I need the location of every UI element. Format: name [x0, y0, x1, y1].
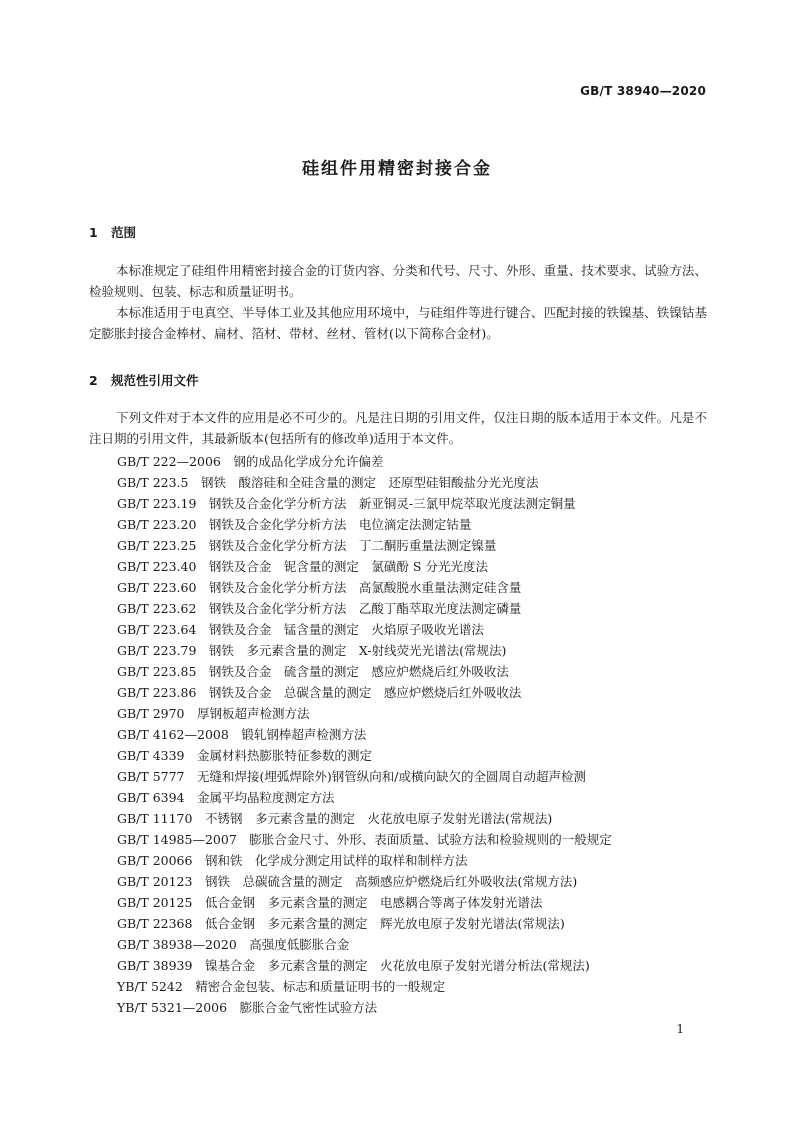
document-title: 硅组件用精密封接合金 — [302, 159, 492, 179]
reference-item: GB/T 22368 低合金钢 多元素含量的测定 辉光放电原子发射光谱法(常规法) — [117, 916, 565, 931]
reference-item: GB/T 223.25 钢铁及合金化学分析方法 丁二酮肟重量法测定镍量 — [117, 538, 497, 553]
section-title: 规范性引用文件 — [111, 373, 199, 388]
references-intro-paragraph: 下列文件对于本文件的应用是必不可少的。凡是注日期的引用文件，仅注日期的版本适用于本文件。凡是不注日期的引用文件，其最新版本(包括所有的修改单)适用于本文件。 — [89, 410, 707, 446]
reference-list — [117, 451, 612, 1018]
reference-item: GB/T 11170 不锈钢 多元素含量的测定 火花放电原子发射光谱法(常规法) — [117, 811, 553, 826]
reference-item: GB/T 4162—2008 锻轧钢棒超声检测方法 — [117, 727, 367, 742]
reference-item: GB/T 38938—2020 高强度低膨胀合金 — [117, 937, 350, 952]
reference-item: GB/T 223.19 钢铁及合金化学分析方法 新亚铜灵-三氯甲烷萃取光度法测定铜量 — [117, 496, 576, 511]
section-title: 范围 — [111, 225, 137, 240]
reference-item: GB/T 223.64 钢铁及合金 锰含量的测定 火焰原子吸收光谱法 — [117, 622, 484, 637]
reference-item: GB/T 4339 金属材料热膨胀特征参数的测定 — [117, 748, 373, 763]
section-heading-normative-references — [89, 371, 199, 389]
reference-item: GB/T 20125 低合金钢 多元素含量的测定 电感耦合等离子体发射光谱法 — [117, 895, 543, 910]
scope-paragraph-1: 本标准规定了硅组件用精密封接合金的订货内容、分类和代号、尺寸、外形、重量、技术要求、试验方法、检验规则、包装、标志和质量证明书。 — [89, 263, 707, 299]
reference-item: GB/T 222—2006 钢的成品化学成分允许偏差 — [117, 454, 384, 469]
reference-item: GB/T 14985—2007 膨胀合金尺寸、外形、表面质量、试验方法和检验规则的一般规定 — [117, 832, 612, 847]
page-number: 1 — [676, 1022, 684, 1036]
reference-item: GB/T 6394 金属平均晶粒度测定方法 — [117, 790, 335, 805]
reference-item: GB/T 223.85 钢铁及合金 硫含量的测定 感应炉燃烧后红外吸收法 — [117, 664, 509, 679]
section-number: 1 — [89, 225, 98, 240]
reference-item: GB/T 223.5 钢铁 酸溶硅和全硅含量的测定 还原型硅钼酸盐分光光度法 — [117, 475, 539, 490]
reference-item: GB/T 5777 无缝和焊接(埋弧焊除外)钢管纵向和/或横向缺欠的全圆周自动超声检测 — [117, 769, 586, 784]
reference-item: GB/T 2970 厚钢板超声检测方法 — [117, 706, 310, 721]
section-number: 2 — [89, 373, 98, 388]
scope-paragraph-2: 本标准适用于电真空、半导体工业及其他应用环境中，与硅组件等进行键合、匹配封接的铁镍基、铁镍钴基定膨胀封接合金棒材、扁材、箔材、带材、丝材、管材(以下简称合金材)。 — [89, 305, 707, 341]
reference-item: GB/T 223.62 钢铁及合金化学分析方法 乙酸丁酯萃取光度法测定磷量 — [117, 601, 522, 616]
reference-item: GB/T 223.60 钢铁及合金化学分析方法 高氯酸脱水重量法测定硅含量 — [117, 580, 522, 595]
section-heading-scope — [89, 223, 136, 241]
standard-code: GB/T 38940—2020 — [580, 84, 706, 98]
reference-item: YB/T 5321—2006 膨胀合金气密性试验方法 — [117, 1000, 378, 1015]
reference-item: GB/T 223.86 钢铁及合金 总碳含量的测定 感应炉燃烧后红外吸收法 — [117, 685, 522, 700]
reference-item: YB/T 5242 精密合金包装、标志和质量证明书的一般规定 — [117, 979, 446, 994]
reference-item: GB/T 20123 钢铁 总碳硫含量的测定 高频感应炉燃烧后红外吸收法(常规方法) — [117, 874, 578, 889]
reference-item: GB/T 223.40 钢铁及合金 铌含量的测定 氯磺酚 S 分光光度法 — [117, 559, 488, 574]
reference-item: GB/T 20066 钢和铁 化学成分测定用试样的取样和制样方法 — [117, 853, 468, 868]
reference-item: GB/T 223.79 钢铁 多元素含量的测定 X-射线荧光光谱法(常规法) — [117, 643, 507, 658]
reference-item: GB/T 223.20 钢铁及合金化学分析方法 电位滴定法测定钴量 — [117, 517, 472, 532]
reference-item: GB/T 38939 镍基合金 多元素含量的测定 火花放电原子发射光谱分析法(常规法) — [117, 958, 590, 973]
